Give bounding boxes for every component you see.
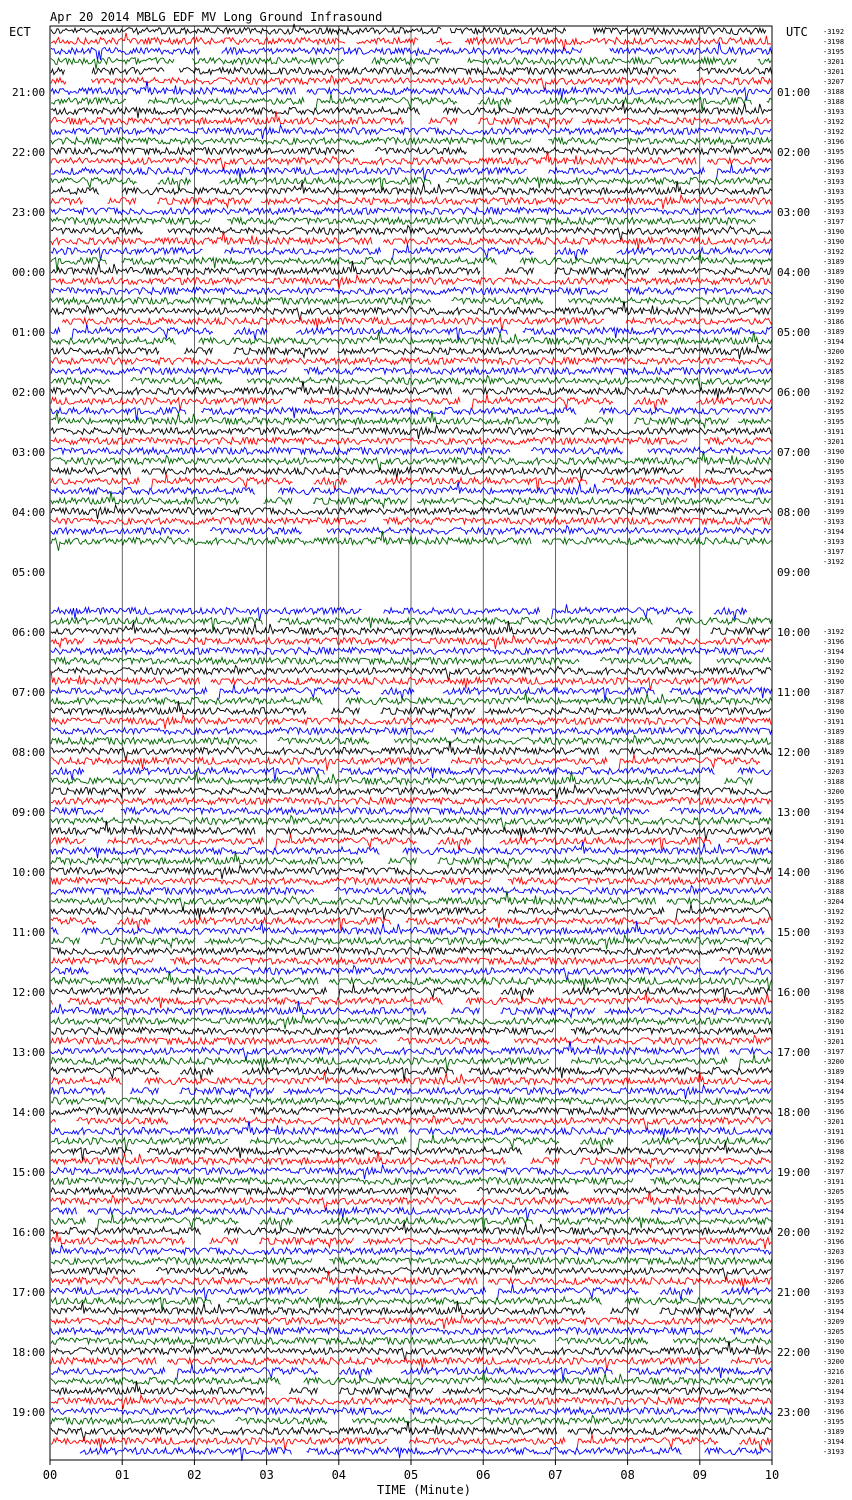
row-offset-label: -3198 [823, 1148, 845, 1156]
row-offset-label: -3196 [823, 158, 845, 166]
row-offset-label: -3189 [823, 1068, 845, 1076]
row-offset-label: -3192 [823, 938, 845, 946]
row-offset-label: -3192 [823, 668, 845, 676]
right-axis-label: UTC [786, 25, 808, 39]
right-time-label: 05:00 [777, 326, 811, 339]
row-offset-label: -3197 [823, 218, 845, 226]
row-offset-label: -3189 [823, 1428, 845, 1436]
right-time-label: 06:00 [777, 386, 811, 399]
trace-row [51, 1271, 772, 1289]
left-time-label: 01:00 [12, 326, 46, 339]
trace-row [51, 218, 755, 225]
row-offset-label: -3198 [823, 988, 845, 996]
row-offset-label: -3204 [823, 898, 845, 906]
row-offset-label: -3191 [823, 1028, 845, 1036]
row-offset-label: -3193 [823, 108, 845, 116]
row-offset-label: -3191 [823, 1218, 845, 1226]
left-time-label: 07:00 [12, 686, 46, 699]
right-time-label: 09:00 [777, 566, 811, 579]
right-time-label: 18:00 [777, 1106, 811, 1119]
row-offset-label: -3195 [823, 418, 845, 426]
row-offset-label: -3186 [823, 858, 845, 866]
row-offset-label: -3186 [823, 318, 845, 326]
row-offset-label: -3195 [823, 148, 845, 156]
trace-row [51, 921, 764, 935]
left-time-label: 04:00 [12, 506, 46, 519]
row-offset-label: -3191 [823, 1128, 845, 1136]
row-offset-label: -3201 [823, 438, 845, 446]
right-time-label: 17:00 [777, 1046, 811, 1059]
trace-row [51, 381, 772, 399]
x-tick-label: 08 [620, 1468, 635, 1482]
row-offset-label: -3188 [823, 98, 845, 106]
row-offset-label: -3188 [823, 738, 845, 746]
right-time-label: 14:00 [777, 866, 811, 879]
right-time-label: 08:00 [777, 506, 811, 519]
row-offset-label: -3207 [823, 78, 845, 86]
row-offset-label: -3196 [823, 1238, 845, 1246]
row-offset-label: -3192 [823, 248, 845, 256]
row-offset-label: -3189 [823, 258, 845, 266]
row-offset-label: -3193 [823, 928, 845, 936]
trace-row [51, 878, 772, 885]
trace-row [51, 728, 772, 735]
trace-row [51, 958, 772, 965]
x-tick-label: 01 [114, 1468, 130, 1482]
x-tick-label: 09 [692, 1468, 708, 1482]
trace-row [51, 842, 772, 858]
row-offset-label: -3192 [823, 28, 845, 36]
row-offset-label: -3201 [823, 1118, 845, 1126]
row-offset-label: -3192 [823, 1228, 845, 1236]
row-offset-label: -3192 [823, 628, 845, 636]
trace-row [51, 1041, 772, 1061]
left-time-label: 12:00 [12, 986, 46, 999]
trace-row [51, 1222, 772, 1235]
row-offset-label: -3188 [823, 888, 845, 896]
row-offset-label: -3196 [823, 968, 845, 976]
trace-row [51, 68, 772, 75]
row-offset-label: -3192 [823, 1158, 845, 1166]
trace-row [51, 1328, 772, 1335]
trace-row [51, 438, 772, 445]
row-offset-label: -3216 [823, 1368, 845, 1376]
row-offset-label: -3190 [823, 658, 845, 666]
trace-row [51, 252, 772, 271]
row-offset-label: -3187 [823, 688, 845, 696]
row-offset-label: -3191 [823, 718, 845, 726]
right-time-label: 20:00 [777, 1226, 811, 1239]
row-offset-label: -3193 [823, 188, 845, 196]
row-offset-label: -3190 [823, 458, 845, 466]
left-time-label: 15:00 [12, 1166, 46, 1179]
right-time-label: 07:00 [777, 446, 811, 459]
row-offset-label: -3191 [823, 488, 845, 496]
right-time-label: 15:00 [777, 926, 811, 939]
x-tick-label: 04 [331, 1468, 347, 1482]
row-offset-label: -3197 [823, 548, 845, 556]
x-tick-label: 00 [42, 1468, 58, 1482]
row-offset-label: -3192 [823, 128, 845, 136]
row-offset-label: -3189 [823, 328, 845, 336]
row-offset-label: -3201 [823, 58, 845, 66]
row-offset-label: -3190 [823, 678, 845, 686]
trace-row [51, 648, 764, 655]
row-offset-label: -3194 [823, 1388, 845, 1396]
trace-row [51, 24, 766, 35]
left-time-label: 11:00 [12, 926, 46, 939]
row-offset-label: -3203 [823, 1248, 845, 1256]
row-offset-label: -3193 [823, 178, 845, 186]
row-offset-label: -3192 [823, 398, 845, 406]
left-axis-label: ECT [9, 25, 31, 39]
row-offset-label: -3193 [823, 1448, 845, 1456]
right-time-label: 13:00 [777, 806, 811, 819]
trace-row [51, 1178, 772, 1185]
row-offset-label: -3189 [823, 748, 845, 756]
row-offset-label: -3192 [823, 358, 845, 366]
row-offset-label: -3197 [823, 1168, 845, 1176]
row-offset-label: -3193 [823, 1398, 845, 1406]
left-time-label: 08:00 [12, 746, 46, 759]
row-offset-label: -3195 [823, 1198, 845, 1206]
row-offset-label: -3190 [823, 448, 845, 456]
row-offset-label: -3201 [823, 68, 845, 76]
row-offset-label: -3195 [823, 198, 845, 206]
left-time-label: 21:00 [12, 86, 46, 99]
row-offset-label: -3194 [823, 338, 845, 346]
row-offset-label: -3197 [823, 1268, 845, 1276]
row-offset-label: -3192 [823, 388, 845, 396]
row-offset-label: -3189 [823, 728, 845, 736]
trace-row [51, 42, 772, 61]
row-offset-label: -3192 [823, 958, 845, 966]
right-time-label: 23:00 [777, 1406, 811, 1419]
trace-row [51, 1142, 772, 1161]
row-offset-label: -3209 [823, 1318, 845, 1326]
right-time-label: 01:00 [777, 86, 811, 99]
row-offset-label: -3200 [823, 1358, 845, 1366]
row-offset-label: -3195 [823, 48, 845, 56]
right-time-label: 22:00 [777, 1346, 811, 1359]
row-offset-label: -3191 [823, 428, 845, 436]
row-offset-label: -3195 [823, 998, 845, 1006]
left-time-label: 18:00 [12, 1346, 46, 1359]
row-offset-label: -3190 [823, 1338, 845, 1346]
row-offset-label: -3194 [823, 1308, 845, 1316]
row-offset-label: -3197 [823, 978, 845, 986]
row-offset-label: -3196 [823, 1138, 845, 1146]
x-tick-label: 07 [548, 1468, 563, 1482]
chart-title: Apr 20 2014 MBLG EDF MV Long Ground Infrasound [50, 10, 383, 24]
trace-row [51, 1364, 772, 1381]
row-offset-label: -3196 [823, 868, 845, 876]
trace-row [51, 1258, 772, 1265]
trace-row [51, 992, 772, 1008]
row-offset-label: -3190 [823, 1018, 845, 1026]
row-offset-label: -3192 [823, 298, 845, 306]
row-offset-label: -3205 [823, 1188, 845, 1196]
trace-row [51, 181, 772, 195]
trace-row [51, 917, 772, 931]
row-offset-label: -3193 [823, 538, 845, 546]
right-time-label: 21:00 [777, 1286, 811, 1299]
row-offset-label: -3194 [823, 1208, 845, 1216]
row-offset-label: -3194 [823, 808, 845, 816]
right-time-label: 12:00 [777, 746, 811, 759]
row-offset-label: -3190 [823, 288, 845, 296]
row-offset-label: -3196 [823, 1108, 845, 1116]
row-offset-label: -3193 [823, 518, 845, 526]
trace-rows [51, 24, 772, 1461]
row-offset-label: -3195 [823, 798, 845, 806]
row-offset-label: -3195 [823, 468, 845, 476]
row-offset-label: -3190 [823, 278, 845, 286]
left-time-label: 17:00 [12, 1286, 46, 1299]
left-time-label: 13:00 [12, 1046, 46, 1059]
row-offset-label: -3182 [823, 1008, 845, 1016]
row-offset-label: -3201 [823, 1038, 845, 1046]
left-time-label: 02:00 [12, 386, 46, 399]
trace-row [51, 1408, 772, 1415]
row-offset-label: -3199 [823, 508, 845, 516]
right-time-label: 11:00 [777, 686, 811, 699]
row-offset-label: -3194 [823, 648, 845, 656]
right-time-label: 04:00 [777, 266, 811, 279]
row-offset-label: -3194 [823, 528, 845, 536]
row-offset-label: -3188 [823, 88, 845, 96]
row-offset-label: -3200 [823, 788, 845, 796]
row-offset-label: -3195 [823, 1098, 845, 1106]
row-offset-label: -3201 [823, 1378, 845, 1386]
row-offset-label: -3190 [823, 228, 845, 236]
right-time-label: 03:00 [777, 206, 811, 219]
left-time-label: 05:00 [12, 566, 46, 579]
row-offset-label: -3195 [823, 408, 845, 416]
trace-row [51, 1372, 772, 1385]
trace-row [51, 971, 772, 991]
row-offset-label: -3191 [823, 758, 845, 766]
trace-row [51, 81, 772, 101]
left-time-label: 16:00 [12, 1226, 46, 1239]
x-tick-label: 06 [475, 1468, 491, 1482]
left-time-label: 14:00 [12, 1106, 46, 1119]
row-offset-label: -3190 [823, 238, 845, 246]
row-offset-label: -3192 [823, 948, 845, 956]
row-offset-label: -3192 [823, 908, 845, 916]
left-time-label: 03:00 [12, 446, 46, 459]
trace-row [51, 531, 772, 551]
x-axis-ticks [43, 1460, 779, 1482]
row-offset-label: -3194 [823, 838, 845, 846]
row-offset-label: -3190 [823, 708, 845, 716]
row-offset-label: -3196 [823, 138, 845, 146]
x-tick-label: 03 [259, 1468, 274, 1482]
left-time-label: 00:00 [12, 266, 46, 279]
row-offset-label: -3194 [823, 1438, 845, 1446]
row-offset-label: -3193 [823, 168, 845, 176]
row-offset-label: -3198 [823, 378, 845, 386]
right-time-label: 10:00 [777, 626, 811, 639]
row-offset-label: -3200 [823, 348, 845, 356]
row-offset-label: -3192 [823, 558, 845, 566]
x-tick-label: 05 [403, 1468, 419, 1482]
row-offset-label: -3205 [823, 1328, 845, 1336]
trace-row [51, 518, 772, 525]
trace-row [51, 368, 772, 375]
row-offset-label: -3191 [823, 1178, 845, 1186]
trace-row [51, 1121, 772, 1139]
left-time-label: 23:00 [12, 206, 46, 219]
right-time-label: 02:00 [777, 146, 811, 159]
left-time-label: 22:00 [12, 146, 46, 159]
trace-row [80, 1447, 771, 1461]
row-offset-label: -3193 [823, 208, 845, 216]
x-tick-label: 02 [187, 1468, 202, 1482]
row-offset-label: -3200 [823, 1058, 845, 1066]
row-offset-label: -3193 [823, 478, 845, 486]
x-axis-label: TIME (Minute) [377, 1483, 471, 1497]
row-offset-label: -3196 [823, 848, 845, 856]
trace-row [51, 1108, 772, 1115]
row-offset-label: -3195 [823, 1418, 845, 1426]
row-offset-label: -3196 [823, 638, 845, 646]
right-time-label: 19:00 [777, 1166, 811, 1179]
row-offset-label: -3190 [823, 1348, 845, 1356]
trace-row [51, 138, 772, 145]
trace-row [51, 288, 772, 295]
row-offset-label: -3192 [823, 918, 845, 926]
row-offset-label: -3191 [823, 498, 845, 506]
left-time-label: 10:00 [12, 866, 46, 879]
row-offset-label: -3195 [823, 1298, 845, 1306]
left-time-label: 09:00 [12, 806, 46, 819]
trace-row [51, 771, 752, 785]
row-offset-label: -3189 [823, 268, 845, 276]
row-offset-label: -3199 [823, 308, 845, 316]
row-offset-label: -3193 [823, 1288, 845, 1296]
x-tick-label: 10 [764, 1468, 780, 1482]
row-offset-label: -3196 [823, 1258, 845, 1266]
row-offset-label: -3194 [823, 1088, 845, 1096]
row-offset-label: -3185 [823, 368, 845, 376]
trace-row [51, 1028, 772, 1035]
left-time-label: 19:00 [12, 1406, 46, 1419]
row-offset-labels [823, 28, 844, 1456]
row-offset-label: -3191 [823, 818, 845, 826]
row-offset-label: -3194 [823, 1078, 845, 1086]
row-offset-label: -3198 [823, 698, 845, 706]
row-offset-label: -3196 [823, 1408, 845, 1416]
row-offset-label: -3192 [823, 118, 845, 126]
right-time-label: 16:00 [777, 986, 811, 999]
left-time-label: 06:00 [12, 626, 46, 639]
row-offset-label: -3188 [823, 878, 845, 886]
row-offset-label: -3206 [823, 1278, 845, 1286]
row-offset-label: -3190 [823, 828, 845, 836]
row-offset-label: -3197 [823, 1048, 845, 1056]
row-offset-label: -3188 [823, 778, 845, 786]
trace-row [51, 808, 761, 815]
row-offset-label: -3198 [823, 38, 845, 46]
row-offset-label: -3203 [823, 768, 845, 776]
